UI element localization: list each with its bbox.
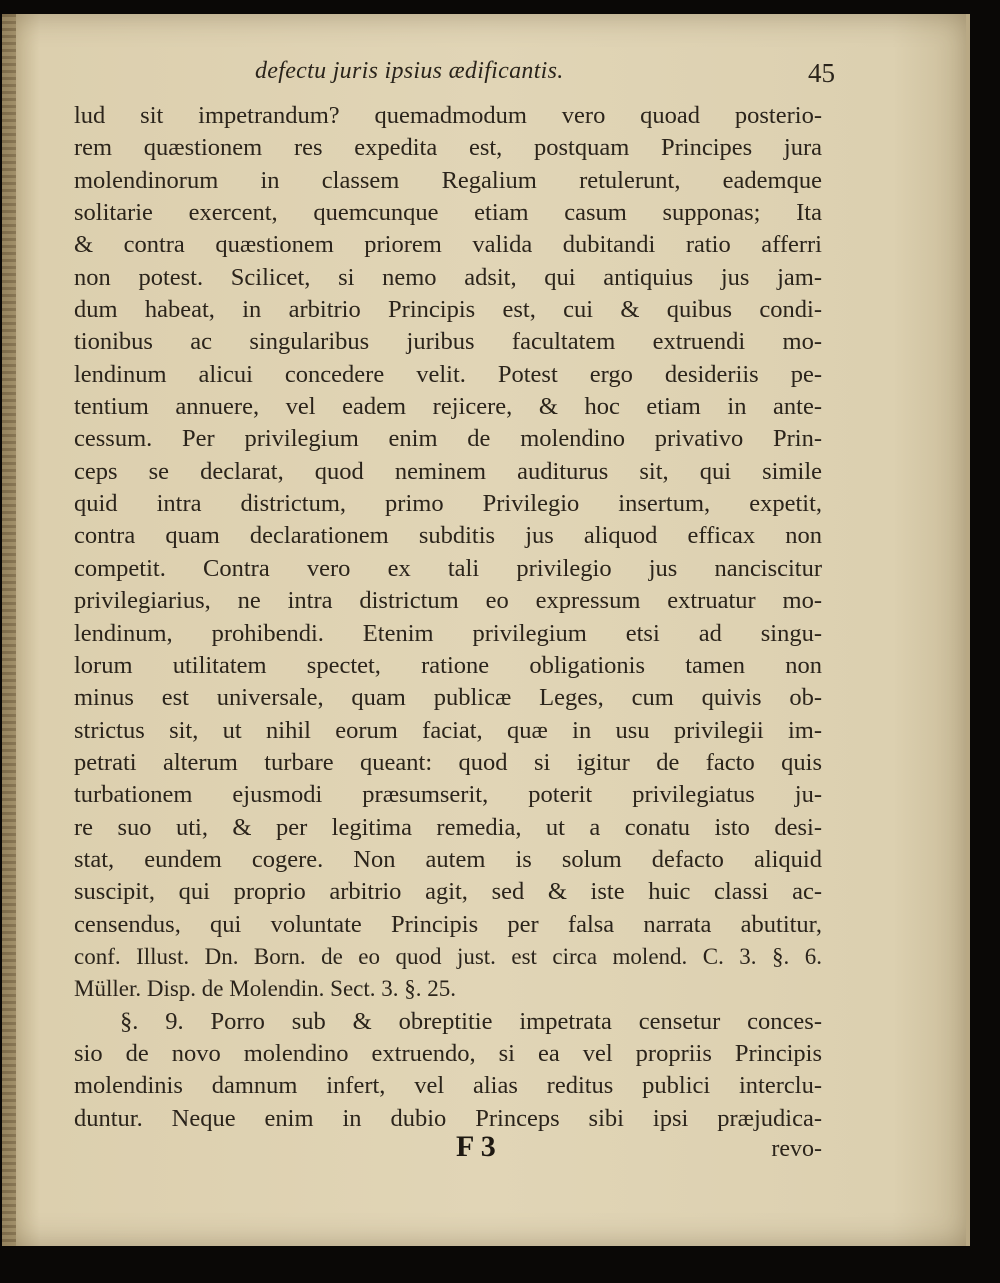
citation-line: Müller. Disp. de Molendin. Sect. 3. §. 25.: [74, 976, 457, 1002]
page-number: 45: [808, 58, 835, 88]
text-line: turbationem ejusmodi præsumserit, poterit privilegiatus ju-: [74, 781, 822, 809]
catchword: revo-: [771, 1136, 822, 1162]
text-line: lendinum, prohibendi. Etenim privilegium etsi ad singu-: [74, 619, 822, 647]
text-line: molendinis damnum infert, vel alias reditus publici interclu-: [74, 1072, 822, 1100]
text-line: lorum utilitatem spectet, ratione obligationis tamen non: [74, 651, 822, 679]
signature-mark: F 3: [456, 1130, 496, 1163]
text-line: duntur. Neque enim in dubio Princeps sibi ipsi præjudica-: [74, 1104, 822, 1132]
text-line: competit. Contra vero ex tali privilegio jus nanciscitur: [74, 554, 822, 582]
text-line: tentium annuere, vel eadem rejicere, & hoc etiam in ante-: [74, 393, 822, 421]
text-line: solitarie exercent, quemcunque etiam casum supponas; Ita: [74, 199, 822, 227]
text-line: stat, eundem cogere. Non autem is solum defacto aliquid: [74, 845, 822, 873]
page-edge: [966, 14, 970, 1246]
text-line: non potest. Scilicet, si nemo adsit, qui antiquius jus jam-: [74, 263, 822, 291]
text-line: strictus sit, ut nihil eorum faciat, quæ in usu privilegii im-: [74, 716, 822, 744]
text-line: cessum. Per privilegium enim de molendino privativo Prin-: [74, 425, 822, 453]
text-line: quid intra districtum, primo Privilegio insertum, expetit,: [74, 490, 822, 518]
text-line: minus est universale, quam publicæ Leges, cum quivis ob-: [74, 684, 822, 712]
text-line: censendus, qui voluntate Principis per falsa narrata abutitur,: [74, 910, 822, 938]
text-line: dum habeat, in arbitrio Principis est, cui & quibus condi-: [74, 296, 822, 324]
paragraph-start-line: §. 9. Porro sub & obreptitie impetrata censetur conces-: [120, 1007, 822, 1035]
text-line: contra quam declarationem subditis jus aliquod efficax non: [74, 522, 822, 550]
text-line: rem quæstionem res expedita est, postquam Principes jura: [74, 134, 822, 162]
text-line: molendinorum in classem Regalium retulerunt, eademque: [74, 166, 822, 194]
text-line: suscipit, qui proprio arbitrio agit, sed & iste huic classi ac-: [74, 878, 822, 906]
body-text: [74, 100, 822, 1135]
page-header: [255, 58, 835, 98]
citation-line: conf. Illust. Dn. Born. de eo quod just. est circa molend. C. 3. §. 6.: [74, 943, 822, 969]
text-line: lud sit impetrandum? quemadmodum vero quoad posterio-: [74, 102, 822, 129]
running-head: defectu juris ipsius ædificantis.: [255, 58, 564, 84]
text-line: tionibus ac singularibus juribus facultatem extruendi mo-: [74, 328, 822, 356]
text-line: & contra quæstionem priorem valida dubitandi ratio afferri: [74, 231, 822, 259]
text-line: lendinum alicui concedere velit. Potest ergo desideriis pe-: [74, 360, 822, 388]
text-line: petrati alterum turbare queant: quod si igitur de facto quis: [74, 748, 822, 776]
text-line: ceps se declarat, quod neminem auditurus sit, qui simile: [74, 457, 822, 485]
page-gutter-shadow: [2, 14, 16, 1246]
text-line: privilegiarius, ne intra districtum eo expressum extruatur mo-: [74, 587, 822, 615]
text-line: re suo uti, & per legitima remedia, ut a conatu isto desi-: [74, 813, 822, 841]
page-footer: [74, 1130, 822, 1170]
text-line: sio de novo molendino extruendo, si ea vel propriis Principis: [74, 1039, 822, 1067]
